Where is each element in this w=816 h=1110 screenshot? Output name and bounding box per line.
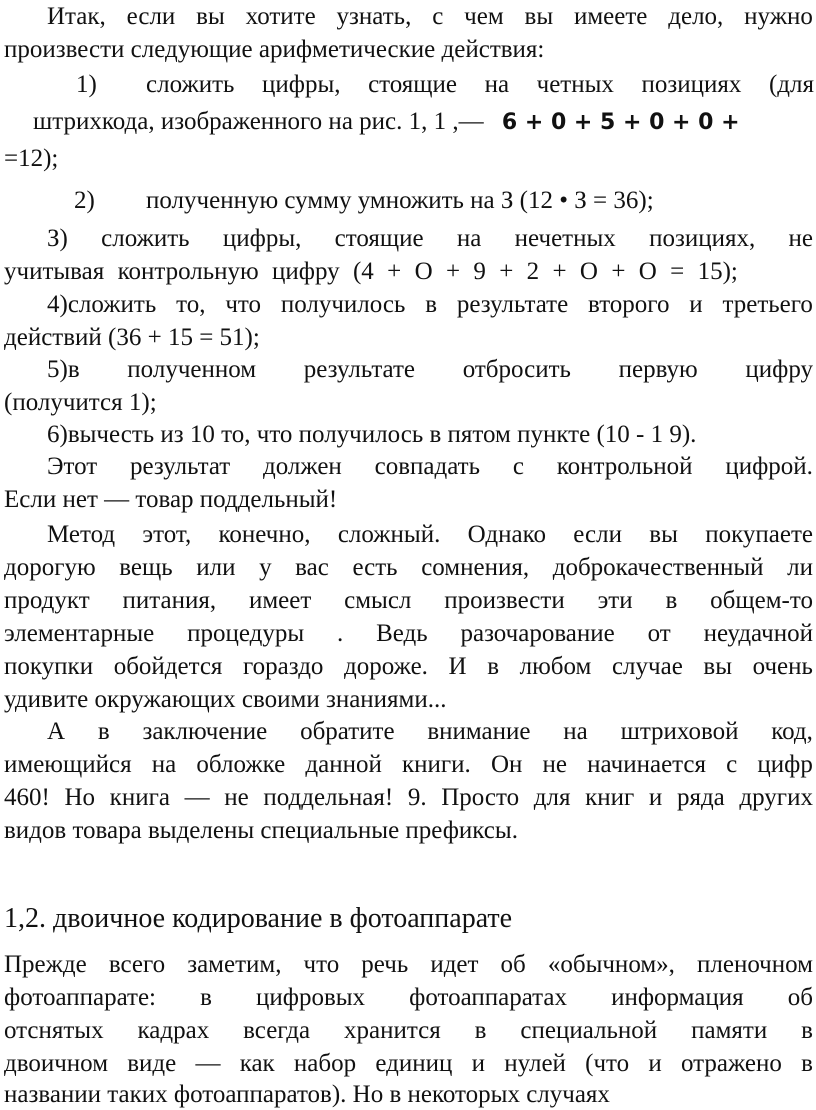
word: И bbox=[448, 653, 467, 680]
word: общем-то bbox=[710, 587, 813, 614]
word: 4)сложить bbox=[47, 291, 157, 318]
word: фотоаппаратах bbox=[409, 984, 567, 1011]
word: — bbox=[195, 1050, 221, 1077]
list-item-1-line-1 bbox=[146, 70, 814, 100]
word: с bbox=[726, 751, 738, 778]
word: цифры, bbox=[262, 71, 341, 98]
word: информация bbox=[611, 984, 744, 1011]
word: хотите bbox=[245, 3, 316, 30]
word: идет bbox=[430, 951, 479, 978]
word: результат bbox=[130, 453, 231, 480]
word: набор bbox=[293, 1050, 357, 1077]
word: отбросить bbox=[462, 356, 571, 383]
word: специальной bbox=[520, 1017, 658, 1044]
word: единиц bbox=[375, 1050, 453, 1077]
list-item-3-line-1 bbox=[47, 224, 813, 254]
word: вы bbox=[649, 521, 678, 548]
word: что bbox=[225, 291, 261, 318]
word: от bbox=[647, 620, 671, 647]
word: — bbox=[184, 784, 210, 811]
list-item-3-line-2 bbox=[4, 257, 738, 287]
word: если bbox=[573, 521, 622, 548]
word: совпадать bbox=[374, 453, 480, 480]
word: хранится bbox=[344, 1017, 441, 1044]
list-item-5-line-1 bbox=[47, 355, 813, 385]
paragraph-1-line-1 bbox=[47, 2, 813, 32]
word: речь bbox=[361, 951, 409, 978]
word: в bbox=[200, 984, 212, 1011]
word: гораздо bbox=[243, 653, 324, 680]
word: получилось bbox=[280, 291, 406, 318]
word: эти bbox=[597, 587, 633, 614]
list-item-2-text: полученную сумму умножить на З (12 • З = 36); bbox=[146, 187, 654, 214]
word: (для bbox=[768, 71, 814, 98]
word: 2 bbox=[526, 258, 540, 285]
word: на bbox=[484, 71, 510, 98]
word: 9 bbox=[473, 258, 486, 285]
word: в bbox=[474, 1017, 487, 1044]
word: заметим, bbox=[187, 951, 282, 978]
word: пленочном bbox=[697, 951, 813, 978]
word: четных bbox=[536, 71, 614, 98]
paragraph-5-line-4 bbox=[4, 1049, 813, 1079]
word: любом bbox=[519, 653, 592, 680]
word: третьего bbox=[722, 291, 813, 318]
list-item-1-line-2 bbox=[33, 107, 815, 138]
list-item-2-number: 2) bbox=[74, 187, 95, 214]
word: в bbox=[97, 718, 110, 745]
word: Он bbox=[490, 751, 523, 778]
word: то, bbox=[176, 291, 206, 318]
list-item-4-line-2: действий (36 + 15 = 51); bbox=[4, 324, 260, 351]
word: отснятых bbox=[4, 1017, 104, 1044]
word: как bbox=[239, 1050, 275, 1077]
word: обложке bbox=[196, 751, 286, 778]
word: об bbox=[500, 951, 526, 978]
word: нечетных bbox=[514, 225, 616, 252]
word: вы bbox=[196, 3, 225, 30]
word: в bbox=[425, 291, 438, 318]
word: с bbox=[432, 3, 444, 30]
word: 5)в bbox=[47, 356, 80, 383]
word: О bbox=[579, 258, 598, 285]
word: первую bbox=[618, 356, 698, 383]
word: обратите bbox=[300, 718, 395, 745]
word: цифр bbox=[757, 751, 813, 778]
word: (4 bbox=[352, 258, 374, 285]
word: стоящие bbox=[334, 225, 424, 252]
word: О bbox=[638, 258, 657, 285]
word: . bbox=[336, 620, 344, 647]
paragraph-4-line-3 bbox=[4, 783, 813, 813]
word: сомнения, bbox=[421, 554, 530, 581]
paragraph-4-line-4: видов товара выделены специальные префиксы. bbox=[4, 817, 518, 844]
word: Однако bbox=[467, 521, 546, 548]
word: узнать, bbox=[336, 3, 412, 30]
word: Но bbox=[64, 784, 96, 811]
word: начинается bbox=[587, 751, 706, 778]
word: «обычном», bbox=[547, 951, 675, 978]
word: вас bbox=[295, 554, 329, 581]
word: вещь bbox=[119, 554, 173, 581]
word: дорогую bbox=[4, 554, 96, 581]
section-heading: 1,2. двоичное кодирование в фотоаппарате bbox=[4, 903, 513, 934]
word: цифрой. bbox=[725, 453, 813, 480]
word: позициях, bbox=[649, 225, 756, 252]
word: цифру bbox=[745, 356, 813, 383]
list-item-1-line-3: =12); bbox=[4, 145, 59, 172]
word: двоичном bbox=[4, 1050, 109, 1077]
word: в bbox=[665, 587, 678, 614]
word: дело, bbox=[668, 3, 724, 30]
word: кадрах bbox=[137, 1017, 210, 1044]
word: учитывая bbox=[4, 258, 105, 285]
word: + bbox=[499, 258, 514, 285]
word: не bbox=[224, 784, 249, 811]
word: есть bbox=[352, 554, 398, 581]
word: в bbox=[801, 1050, 813, 1077]
word: что bbox=[303, 951, 340, 978]
list-item-6: 6)вычесть из 10 то, что получилось в пятом пункте (10 - 1 9). bbox=[47, 421, 697, 448]
paragraph-1-line-2: произвести следующие арифметические действия: bbox=[4, 36, 545, 63]
word: в bbox=[487, 653, 500, 680]
word: цифру bbox=[272, 258, 340, 285]
word: не bbox=[788, 225, 813, 252]
word: дороже. bbox=[344, 653, 428, 680]
word: сложный. bbox=[337, 521, 441, 548]
word: этот, bbox=[142, 521, 192, 548]
paragraph-3-line-6: удивите окружающих своими знаниями... bbox=[4, 686, 447, 713]
word: + bbox=[445, 258, 461, 285]
word: и bbox=[648, 784, 663, 811]
word: если bbox=[126, 3, 176, 30]
paragraph-3-line-3 bbox=[4, 586, 813, 616]
word: книга bbox=[109, 784, 170, 811]
word: (что bbox=[585, 1050, 630, 1077]
word: + bbox=[552, 258, 567, 285]
word: второго bbox=[588, 291, 670, 318]
word: Прежде bbox=[4, 951, 87, 978]
word: неудачной bbox=[703, 620, 813, 647]
paragraph-5-line-1 bbox=[4, 950, 813, 980]
word: вы bbox=[703, 653, 733, 680]
paragraph-5-line-3 bbox=[4, 1016, 813, 1046]
word: цифровых bbox=[255, 984, 366, 1011]
word: отражено bbox=[680, 1050, 782, 1077]
word: контрольную bbox=[117, 258, 259, 285]
word: + bbox=[611, 258, 626, 285]
word: Метод bbox=[47, 521, 116, 548]
word: имеющийся bbox=[4, 751, 132, 778]
word: 9. bbox=[407, 784, 427, 811]
word: с bbox=[512, 453, 524, 480]
word: разочарование bbox=[460, 620, 615, 647]
word: внимание bbox=[427, 718, 531, 745]
word: полученном bbox=[127, 356, 257, 383]
word: всего bbox=[108, 951, 166, 978]
word: 15); bbox=[697, 258, 738, 285]
word: штриховой bbox=[620, 718, 739, 745]
word: памяти bbox=[691, 1017, 768, 1044]
word: 460! bbox=[4, 784, 50, 811]
word: обойдется bbox=[113, 653, 223, 680]
word: смысл bbox=[344, 587, 412, 614]
word: позициях bbox=[641, 71, 742, 98]
word: Итак, bbox=[47, 3, 106, 30]
word: Просто bbox=[441, 784, 520, 811]
word: заключение bbox=[142, 718, 268, 745]
paragraph-2-line-1 bbox=[47, 452, 813, 482]
word: и bbox=[689, 291, 703, 318]
word: нулей bbox=[504, 1050, 566, 1077]
paragraph-4-line-1 bbox=[47, 717, 813, 747]
word: Этот bbox=[47, 453, 98, 480]
word: об bbox=[787, 984, 813, 1011]
word: произвести bbox=[444, 587, 565, 614]
word: конечно, bbox=[218, 521, 311, 548]
word: ряда bbox=[676, 784, 725, 811]
word: случае bbox=[611, 653, 683, 680]
word: + bbox=[387, 258, 402, 285]
word: имеете bbox=[573, 3, 648, 30]
paragraph-3-line-2 bbox=[4, 553, 813, 583]
paragraph-3-line-4 bbox=[4, 619, 813, 649]
word: поддельная! bbox=[263, 784, 394, 811]
word: элементарные bbox=[4, 620, 155, 647]
word: не bbox=[542, 751, 568, 778]
word: продукт bbox=[4, 587, 90, 614]
word: = bbox=[670, 258, 685, 285]
word: имеет bbox=[248, 587, 312, 614]
paragraph-3-line-1 bbox=[47, 520, 813, 550]
word: книг bbox=[585, 784, 635, 811]
word: и bbox=[471, 1050, 485, 1077]
word: цифры, bbox=[222, 225, 302, 252]
list-item-1-formula: 6 + 0 + 5 + 0 + 0 + bbox=[501, 110, 740, 135]
word: ли bbox=[787, 554, 813, 581]
word: в bbox=[801, 1017, 813, 1044]
word: результате bbox=[456, 291, 569, 318]
word: чем bbox=[464, 3, 504, 30]
word: должен bbox=[263, 453, 342, 480]
word: на bbox=[563, 718, 588, 745]
word: нужно bbox=[744, 3, 813, 30]
word: на bbox=[456, 225, 482, 252]
word: покупки bbox=[4, 653, 94, 680]
paragraph-3-line-5 bbox=[4, 652, 813, 682]
word: питания, bbox=[122, 587, 217, 614]
list-item-1-line-2-text: штрихкода, изображенного на рис. 1, 1 ,— bbox=[33, 108, 484, 135]
word: результате bbox=[303, 356, 416, 383]
word: на bbox=[151, 751, 177, 778]
word: виде bbox=[127, 1050, 177, 1077]
word: данной bbox=[305, 751, 382, 778]
word: сложить bbox=[146, 71, 235, 98]
word: стоящие bbox=[368, 71, 458, 98]
word: всегда bbox=[243, 1017, 311, 1044]
word: покупаете bbox=[705, 521, 813, 548]
paragraph-2-line-2: Если нет — товар поддельный! bbox=[4, 486, 338, 513]
word: процедуры bbox=[187, 620, 305, 647]
word: А bbox=[47, 718, 66, 745]
word: для bbox=[533, 784, 571, 811]
word: контрольной bbox=[556, 453, 693, 480]
list-item-4-line-1 bbox=[47, 290, 813, 320]
word: книги. bbox=[401, 751, 471, 778]
paragraph-5-line-5: названии таких фотоаппаратов). Но в некоторых случаях bbox=[4, 1081, 610, 1108]
word: вы bbox=[524, 3, 554, 30]
word: З) bbox=[47, 225, 68, 252]
word: доброкачественный bbox=[552, 554, 764, 581]
word: сложить bbox=[101, 225, 190, 252]
paragraph-5-line-2 bbox=[4, 983, 813, 1013]
word: фотоаппарате: bbox=[4, 984, 157, 1011]
list-item-1-number: 1) bbox=[76, 71, 97, 98]
word: у bbox=[259, 554, 272, 581]
paragraph-4-line-2 bbox=[4, 750, 813, 780]
word: очень bbox=[752, 653, 813, 680]
word: и bbox=[648, 1050, 662, 1077]
list-item-5-line-2: (получится 1); bbox=[4, 389, 157, 416]
word: код, bbox=[771, 718, 813, 745]
word: О bbox=[414, 258, 433, 285]
word: других bbox=[739, 784, 813, 811]
word: Ведь bbox=[376, 620, 428, 647]
word: или bbox=[196, 554, 236, 581]
